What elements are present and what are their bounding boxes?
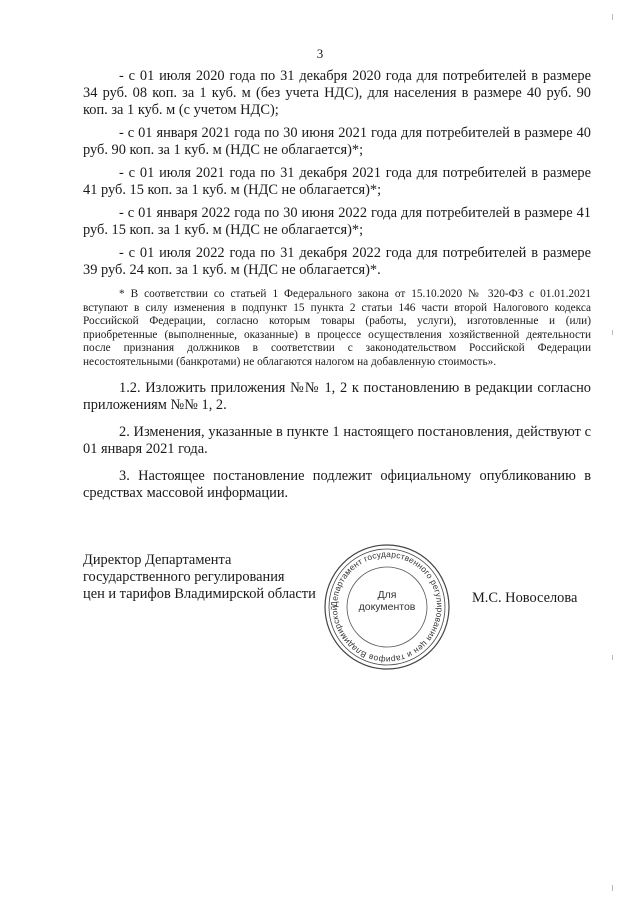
- seal-center-text: [356, 589, 418, 613]
- position-line-1: Директор Департамента: [83, 552, 232, 568]
- page-number: 3: [316, 46, 324, 61]
- paragraph-1-2: 1.2. Изложить приложения №№ 1, 2 к постановлению в редакции согласно приложениям №№ 1, 2.: [83, 379, 591, 413]
- footnote: * В соответствии со статьей 1 Федерального закона от 15.10.2020 № 320-ФЗ с 01.01.2021 вступают в силу изменения в подпункт 15 пункта 2 статьи 146 части второй Налогового кодекса Российской Федерации, согласно которым товары (работы, услуги), изготовленные и (или) приобретенные (выполненные, оказанные) в процессе осуществления хозяйственной деятельности после признания должников в соответствии с законодательством Российской Федерации несостоятельными (банкротами) не облагаются налогом на добавленную стоимость».: [83, 288, 591, 368]
- position-line-3: цен и тарифов Владимирской области: [83, 586, 316, 602]
- scan-mark: [612, 330, 613, 335]
- document-body: [83, 68, 591, 512]
- scan-mark: [612, 14, 613, 20]
- tariff-item-2: - с 01 января 2021 года по 30 июня 2021 года для потребителей в размере 40 руб. 90 коп. за 1 куб. м (НДС не облагается)*;: [83, 125, 591, 158]
- signatory-position: [83, 552, 316, 603]
- seal-center-line-2: документов: [358, 601, 416, 613]
- scan-mark: [612, 655, 613, 660]
- seal-center-line-1: Для: [377, 589, 397, 601]
- official-seal: [322, 542, 452, 672]
- signatory-name: М.С. Новоселова: [472, 590, 578, 606]
- tariff-item-5: - с 01 июля 2022 года по 31 декабря 2022 года для потребителей в размере 39 руб. 24 коп. за 1 куб. м (НДС не облагается)*.: [83, 245, 591, 278]
- position-line-2: государственного регулирования: [83, 569, 285, 585]
- seal-ring-text: Департамент государственного регулирования цен и тарифов Владимирской: [328, 548, 446, 666]
- paragraph-3: 3. Настоящее постановление подлежит официальному опубликованию в средствах массовой информации.: [83, 467, 591, 501]
- tariff-item-3: - с 01 июля 2021 года по 31 декабря 2021 года для потребителей в размере 41 руб. 15 коп. за 1 куб. м (НДС не облагается)*;: [83, 165, 591, 198]
- scan-mark: [612, 885, 613, 891]
- tariff-item-4: - с 01 января 2022 года по 30 июня 2022 года для потребителей в размере 41 руб. 15 коп. за 1 куб. м (НДС не облагается)*;: [83, 205, 591, 238]
- tariff-item-1: - с 01 июля 2020 года по 31 декабря 2020 года для потребителей в размере 34 руб. 08 коп. за 1 куб. м (без учета НДС), для населения в размере 40 руб. 90 коп. за 1 куб. м (с учетом НДС);: [83, 68, 591, 118]
- paragraph-2: 2. Изменения, указанные в пункте 1 настоящего постановления, действуют с 01 января 2021 года.: [83, 423, 591, 457]
